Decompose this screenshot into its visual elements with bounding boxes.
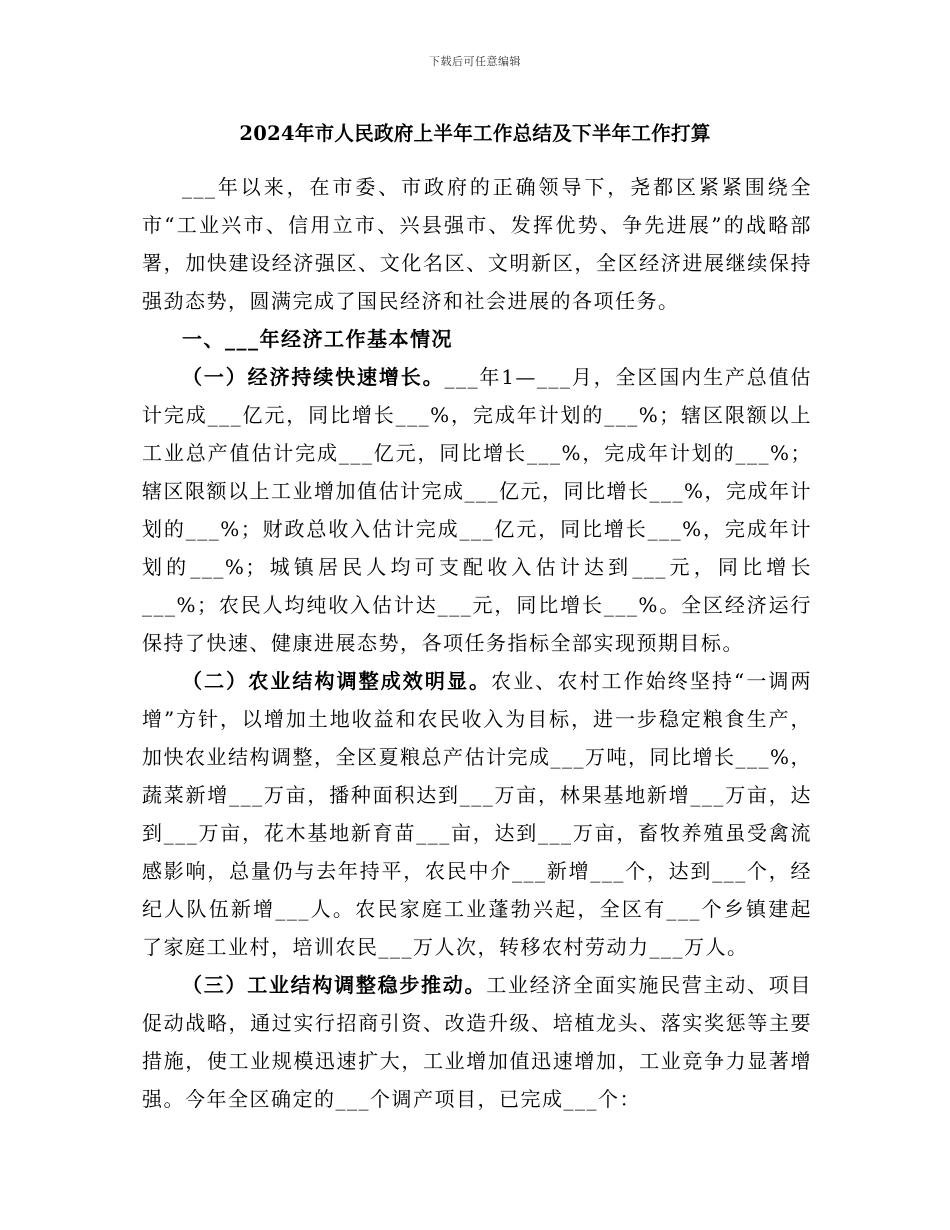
paragraph-lead: （三）工业结构调整稳步推动。 [182, 973, 487, 997]
paragraph-lead: （一）经济持续快速增长。 [182, 365, 445, 389]
paragraph-body: 农业、农村工作始终坚持“一调两增”方针，以增加土地收益和农民收入为目标，进一步稳定粮食生产，加快农业结构调整，全区夏粮总产估计完成___万吨，同比增长___%，蔬菜新增___万亩，播种面积达到___万亩，林果基地新增___万亩，达到___万亩，花木基地新育苗___亩，达到___万亩，畜牧养殖虽受禽流感影响，总量仍与去年持平，农民中介___新增___个，达到___个，经纪人队伍新增___人。农民家庭工业蓬勃兴起，全区有___个乡镇建起了家庭工业村，培训农民___万人次，转移农村劳动力___万人。 [142, 669, 813, 959]
document-body [142, 168, 812, 1118]
header-note: 下载后可任意编辑 [429, 55, 521, 68]
document-title: 2024年市人民政府上半年工作总结及下半年工作打算 [239, 122, 711, 145]
paragraph-economy [142, 358, 812, 662]
paragraph-agriculture [142, 662, 812, 966]
intro-paragraph: ___年以来，在市委、市政府的正确领导下，尧都区紧紧围绕全市“工业兴市、信用立市、兴县强市、发挥优势、争先进展”的战略部署，加快建设经济强区、文化名区、文明新区，全区经济进展继续保持强劲态势，圆满完成了国民经济和社会进展的各项任务。 [142, 175, 812, 313]
section-heading: 一、___年经济工作基本情况 [182, 327, 453, 351]
paragraph-lead: （二）农业结构调整成效明显。 [182, 669, 492, 693]
paragraph-body: ___年1—___月，全区国内生产总值估计完成___亿元，同比增长___%，完成年计划的___%；辖区限额以上工业总产值估计完成___亿元，同比增长___%，完成年计划的___%；辖区限额以上工业增加值估计完成___亿元，同比增长___%，完成年计划的___%；财政总收入估计完成___亿元，同比增长___%，完成年计划的___%；城镇居民人均可支配收入估计达到___元，同比增长___%；农民人均纯收入估计达___元，同比增长___%。全区经济运行保持了快速、健康进展态势，各项任务指标全部实现预期目标。 [142, 365, 813, 655]
paragraph-body: 工业经济全面实施民营主动、项目促动战略，通过实行招商引资、改造升级、培植龙头、落实奖惩等主要措施，使工业规模迅速扩大，工业增加值迅速增加，工业竞争力显著增强。今年全区确定的___个调产项目，已完成___个： [142, 973, 812, 1111]
paragraph-industry [142, 966, 812, 1118]
